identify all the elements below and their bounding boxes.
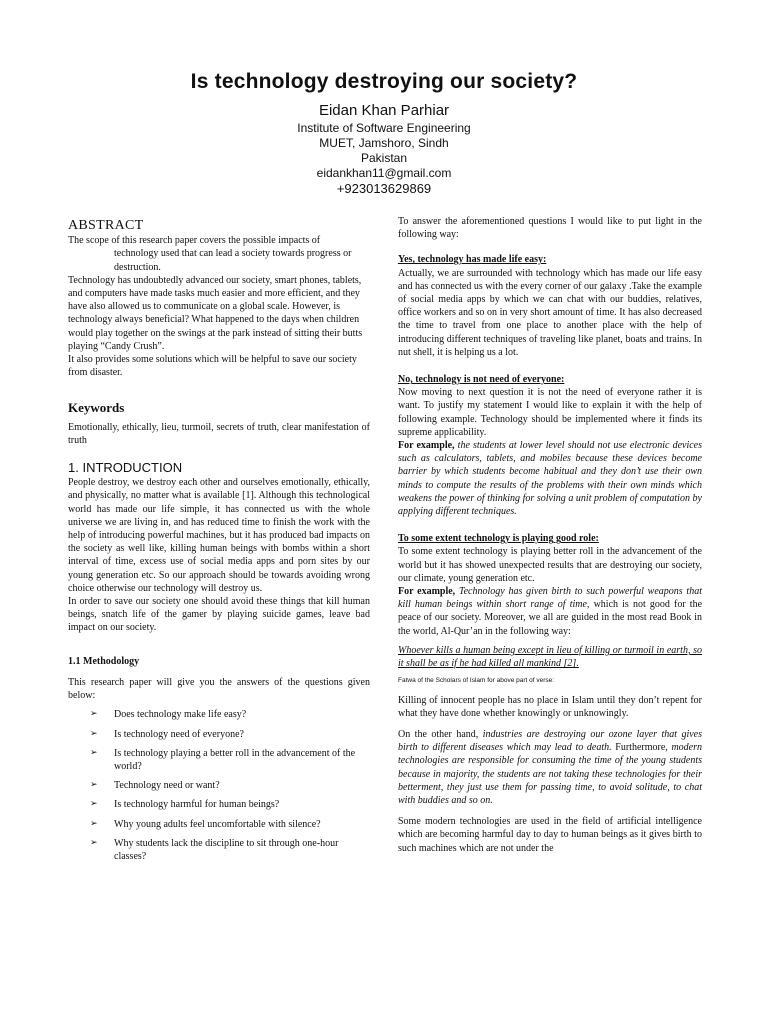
text-run: Furthermore, [611, 742, 672, 754]
section-heading-good-role: To some extent technology is playing good role: [398, 533, 599, 545]
abstract-paragraph-2: Technology has undoubtedly advanced our society, smart phones, tablets, and computers have made tasks much easier and more efficient, and they have also allowed us to communicate on a global scale. However, is technology always beneficial? What happened to the days when children would play together on the swings at the park instead of sitting their butts playing “Candy Crush”. [68, 274, 363, 352]
question-text: Technology need or want? [114, 780, 220, 792]
left-column [68, 215, 370, 869]
arrow-bullet-icon: ➢ [90, 780, 98, 791]
keywords-text: Emotionally, ethically, lieu, turmoil, secrets of truth, clear manifestation of truth [68, 421, 370, 446]
methodology-heading: 1.1 Methodology [68, 655, 140, 667]
section-heading-not-need: No, technology is not need of everyone: [398, 374, 565, 386]
paragraph-other-hand [398, 728, 702, 807]
arrow-bullet-icon: ➢ [90, 818, 98, 829]
question-text: Is technology need of everyone? [114, 728, 244, 740]
arrow-bullet-icon: ➢ [90, 709, 98, 720]
arrow-bullet-icon: ➢ [90, 747, 98, 758]
example-text: the students at lower level should not use electronic devices such as calculators, tablets, and mobiles because these devices become barrier by which students become habitual and they don’t use their own minds to compute the results of the problems with their own minds which weakens the power of thinking for solving a unit problem of computation by applying different techniques. [398, 440, 702, 518]
abstract-line-1: The scope of this research paper covers the possible impacts of [68, 235, 321, 247]
list-item [90, 708, 370, 721]
questions-list [68, 708, 370, 863]
list-item [90, 798, 370, 811]
example-text: Technology has given birth to such powerful weapons that kill human beings within short range of time, [398, 586, 702, 611]
list-item [90, 837, 370, 863]
introduction-paragraph-2: In order to save our society one should avoid these things that kill human beings, snatch life of the gamer by playing suicide games, leave bad impact on our society. [68, 596, 370, 634]
quran-quote: Whoever kills a human being except in lieu of killing or turmoil in earth, so it shall be as if he had killed all mankind [2]. [398, 644, 702, 670]
paper-title: Is technology destroying our society? [190, 70, 578, 93]
introduction-heading: 1. INTRODUCTION [68, 460, 183, 476]
abstract-paragraph-3: It also provides some solutions which will be helpful to save our society from disaster. [68, 354, 357, 379]
arrow-bullet-icon: ➢ [90, 799, 98, 810]
paragraph-life-easy: Actually, we are surrounded with technology which has made our life easy and has connected us with the every corner of our galaxy .Take the example of social media apps by which we can chat with our buddies, relatives, office workers and so on in very short amount of time. It has also decreased the time to travel from one place to another place with the help of introducing different techniques of traveling like planet, boats and trains. In nut shell, it is helping us a lot. [398, 267, 702, 358]
paragraph-example-students [398, 439, 702, 518]
paragraph-example-weapons [398, 585, 702, 638]
question-text: Is technology playing a better roll in the advancement of the world? [114, 747, 356, 772]
right-intro: To answer the aforementioned questions I would like to put light in the following way: [398, 216, 702, 241]
abstract-heading: ABSTRACT [68, 218, 144, 233]
right-column [398, 215, 702, 855]
arrow-bullet-icon: ➢ [90, 837, 98, 848]
example-rest: which is not good for the peace of our society. Moreover, we all are guided in the most read Book in the world, Al-Qur’an in the following way: [398, 599, 703, 637]
author-country: Pakistan [360, 151, 408, 165]
paragraph-good-role: To some extent technology is playing better roll in the advancement of the world but it has showed unexpected results that are destroying our society, our climate, young generation etc. [398, 546, 702, 584]
example-label: For example, [398, 440, 455, 452]
section-heading-life-easy: Yes, technology has made life easy: [398, 254, 547, 266]
title-block [0, 70, 768, 197]
author-name: Eidan Khan Parhiar [318, 102, 450, 119]
text-run: On the other hand, [398, 728, 483, 740]
author-university: MUET, Jamshoro, Sindh [319, 136, 449, 150]
methodology-paragraph: This research paper will give you the answers of the questions given below: [68, 676, 370, 702]
question-text: Is technology harmful for human beings? [114, 799, 280, 811]
paragraph-ai: Some modern technologies are used in the field of artificial intelligence which are becoming harmful day to day to human beings as it gives birth to such machines which are not under the [398, 816, 702, 854]
list-item [90, 747, 370, 773]
paragraph-innocent: Killing of innocent people has no place in Islam until they don’t repent for what they have done whether knowingly or unknowingly. [398, 694, 702, 719]
paragraph-not-need: Now moving to next question it is not the need of everyone rather it is want. To justify my statement I would like to explain it with the help of following example. Technology should be implemented where it finds its supreme applicability. [398, 387, 702, 438]
fatwa-caption: Fatwa of the Scholars of Islam for above part of verse: [398, 677, 555, 685]
author-institute: Institute of Software Engineering [297, 121, 471, 135]
list-item [90, 818, 370, 831]
question-text: Does technology make life easy? [114, 709, 247, 721]
abstract-line-2: technology used that can lead a society towards progress or destruction. [114, 248, 352, 273]
author-email: eidankhan11@gmail.com [316, 166, 452, 180]
question-text: Why young adults feel uncomfortable with silence? [114, 818, 321, 830]
author-phone: +923013629869 [336, 181, 432, 196]
question-text: Why students lack the discipline to sit through one-hour classes? [114, 837, 339, 862]
example-label: For example, [398, 586, 456, 598]
list-item [90, 728, 370, 741]
text-run-italic: industries are destroying our ozone layer that gives birth to different diseases which may lead to death. [398, 728, 703, 754]
introduction-paragraph-1: People destroy, we destroy each other and ourselves emotionally, ethically, and physically, no matter what is available [1]. Although this technological world has made our life simple, it has connected us with the whole universe we are living in, and has reduced time to finish the work with the help of introducing powerful machines, but it has produced bad impacts on the society as well like, killing human beings with bombs within a short interval of time, excess use of social media apps and porn sites by our young generation etc. So our approach should be towards avoiding wrong choice otherwise our technology will destroy us. [68, 477, 370, 594]
list-item [90, 779, 370, 792]
text-run-italic: modern technologies are responsible for consuming the time of the young students because in majority, the students are not taking these technologies for their betterment, they just use them for passing time, to avoid solitude, to chat with buddies and so on. [398, 742, 702, 806]
keywords-heading: Keywords [68, 400, 125, 416]
arrow-bullet-icon: ➢ [90, 728, 98, 739]
